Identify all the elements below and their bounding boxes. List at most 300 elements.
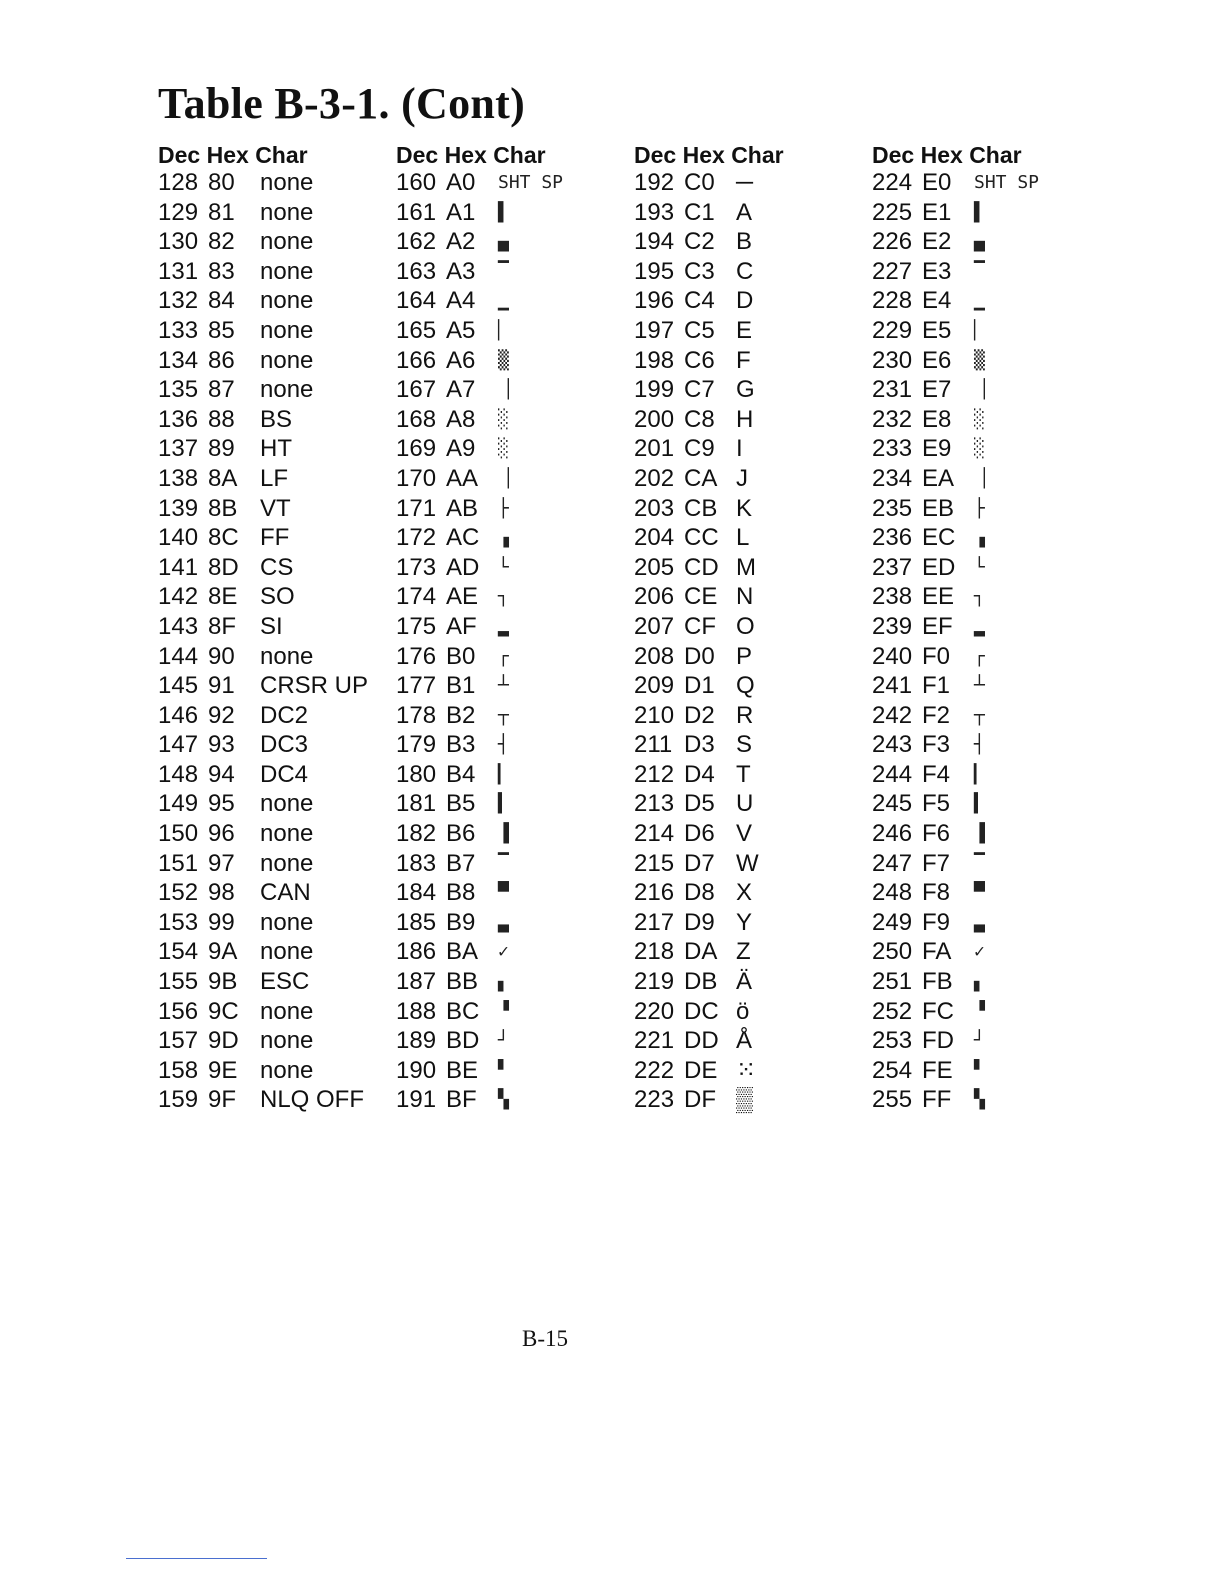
char-value: B: [736, 228, 753, 256]
table-row: [396, 1085, 616, 1115]
hex-value: 80: [208, 169, 235, 196]
hex-value: 9E: [208, 1056, 238, 1084]
table-row: [396, 405, 616, 435]
hex-value: 97: [208, 849, 235, 877]
dec-value: 140: [158, 524, 199, 552]
char-value: ┌: [974, 645, 985, 667]
hex-value: DE: [684, 1056, 718, 1084]
hex-value: AC: [446, 524, 480, 552]
table-row: [872, 642, 1092, 672]
char-value: ▌: [974, 201, 985, 223]
dec-value: 159: [158, 1086, 199, 1114]
char-value: none: [260, 228, 314, 256]
hex-value: F7: [922, 849, 951, 877]
dec-value: 138: [158, 464, 199, 492]
hex-value: D6: [684, 820, 715, 848]
char-value: ┐: [974, 586, 985, 608]
table-row: [158, 760, 378, 790]
char-value: SI: [260, 612, 283, 640]
char-value: S: [736, 731, 753, 759]
char-value: none: [260, 198, 314, 226]
header-char: Char: [731, 142, 784, 168]
char-value: ▚: [498, 1089, 509, 1111]
table-row: [158, 198, 378, 228]
table-row: [158, 1026, 378, 1056]
char-value: BS: [260, 405, 293, 433]
char-value: ▒: [736, 1086, 754, 1114]
dec-value: 245: [872, 790, 913, 818]
char-value: ▂: [498, 615, 509, 637]
header-dec: Dec: [634, 142, 677, 168]
table-row: [158, 227, 378, 257]
hex-value: DB: [684, 968, 718, 996]
header-dec: Dec: [872, 142, 915, 168]
header-char: Char: [969, 142, 1022, 168]
dec-value: 144: [158, 642, 199, 670]
char-value: O: [736, 612, 755, 640]
table-row: [158, 316, 378, 346]
dec-value: 183: [396, 849, 437, 877]
char-value: ESC: [260, 968, 310, 996]
hex-value: AB: [446, 494, 479, 522]
char-value: ▗: [974, 527, 985, 549]
dec-value: 148: [158, 760, 199, 788]
dec-value: 188: [396, 997, 437, 1025]
dec-value: 134: [158, 346, 199, 374]
hex-value: 9D: [208, 1027, 239, 1055]
table-row: [872, 997, 1092, 1027]
table-row: [872, 227, 1092, 257]
dec-value: 151: [158, 849, 199, 877]
hex-value: DF: [684, 1086, 716, 1114]
table-row: [396, 316, 616, 346]
char-value: L: [736, 524, 750, 552]
char-value: W: [736, 849, 759, 877]
table-row: [634, 405, 854, 435]
table-row: [396, 967, 616, 997]
hex-value: A5: [446, 316, 476, 344]
table-row: [872, 346, 1092, 376]
table-row: [396, 1026, 616, 1056]
hex-value: CA: [684, 464, 718, 492]
hex-value: C0: [684, 169, 715, 196]
hex-value: E2: [922, 228, 952, 256]
hex-value: DA: [684, 938, 718, 966]
hex-value: C5: [684, 316, 715, 344]
char-value: G: [736, 376, 755, 404]
hex-value: E5: [922, 316, 952, 344]
char-value: none: [260, 642, 314, 670]
hex-value: E8: [922, 405, 952, 433]
dec-value: 190: [396, 1056, 437, 1084]
hex-value: FA: [922, 938, 952, 966]
dec-value: 170: [396, 464, 437, 492]
char-value: VT: [260, 494, 291, 522]
dec-value: 177: [396, 672, 437, 700]
dec-value: 130: [158, 228, 199, 256]
char-value: X: [736, 879, 753, 907]
dec-value: 222: [634, 1056, 675, 1084]
char-value: P: [736, 642, 753, 670]
char-value: ▔: [974, 852, 985, 874]
table-row: [634, 198, 854, 228]
char-value: ▃: [974, 911, 985, 933]
char-value: ▔: [974, 260, 985, 282]
table-row: [396, 789, 616, 819]
dec-value: 150: [158, 820, 199, 848]
header-hex: Hex: [444, 142, 487, 168]
hex-value: A0: [446, 169, 476, 196]
hex-value: D5: [684, 790, 715, 818]
char-value: ░: [974, 408, 985, 430]
dec-value: 240: [872, 642, 913, 670]
hex-value: BE: [446, 1056, 479, 1084]
table-row: [872, 967, 1092, 997]
dec-value: 153: [158, 908, 199, 936]
char-value: C: [736, 257, 754, 285]
table-row: [158, 908, 378, 938]
hex-value: A8: [446, 405, 476, 433]
table-row: [158, 346, 378, 376]
dec-value: 204: [634, 524, 675, 552]
hex-value: 93: [208, 731, 235, 759]
table-row: [158, 849, 378, 879]
char-value: HT: [260, 435, 292, 463]
table-row: [872, 168, 1092, 198]
char-value: ▌: [498, 201, 509, 223]
hex-value: DD: [684, 1027, 719, 1055]
table-row: [158, 582, 378, 612]
table-row: [396, 819, 616, 849]
hex-value: A3: [446, 257, 476, 285]
char-value: none: [260, 287, 314, 315]
hex-value: F8: [922, 879, 951, 907]
char-value: H: [736, 405, 754, 433]
table-row: [872, 878, 1092, 908]
dec-value: 193: [634, 198, 675, 226]
hex-value: FC: [922, 997, 954, 1025]
hex-value: AA: [446, 464, 479, 492]
hex-value: 9B: [208, 968, 238, 996]
table-row: [396, 434, 616, 464]
char-value: Q: [736, 672, 755, 700]
char-value: ├: [974, 497, 985, 519]
dec-value: 129: [158, 198, 199, 226]
char-value: none: [260, 1056, 314, 1084]
dec-value: 178: [396, 701, 437, 729]
char-value: ▕: [498, 379, 509, 401]
char-value: ▕: [974, 379, 985, 401]
table-row: [634, 375, 854, 405]
hex-value: ED: [922, 553, 956, 581]
char-value: ⁙: [736, 1056, 757, 1084]
table-row: [158, 878, 378, 908]
table-row: [158, 730, 378, 760]
hex-value: AD: [446, 553, 480, 581]
hex-value: 8F: [208, 612, 237, 640]
header-dec: Dec: [396, 142, 439, 168]
hex-value: 96: [208, 820, 235, 848]
dec-value: 252: [872, 997, 913, 1025]
hex-value: 87: [208, 376, 235, 404]
dec-value: 161: [396, 198, 437, 226]
hex-value: EC: [922, 524, 956, 552]
dec-value: 197: [634, 316, 675, 344]
table-row: [634, 819, 854, 849]
dec-value: 185: [396, 908, 437, 936]
hex-value: F0: [922, 642, 951, 670]
char-value: ▝: [974, 1000, 985, 1022]
table-row: [396, 701, 616, 731]
char-value: ▖: [974, 971, 985, 993]
table-row: [158, 375, 378, 405]
table-row: [158, 642, 378, 672]
hex-value: D9: [684, 908, 715, 936]
char-value: ┤: [974, 734, 985, 756]
dec-value: 233: [872, 435, 913, 463]
char-value: ┐: [498, 586, 509, 608]
table-row: [396, 671, 616, 701]
table-row: [634, 967, 854, 997]
dec-value: 196: [634, 287, 675, 315]
table-row: [158, 612, 378, 642]
char-value: ▎: [974, 763, 985, 785]
dec-value: 223: [634, 1086, 675, 1114]
char-value: ┬: [498, 704, 509, 726]
char-value: F: [736, 346, 751, 374]
table-column-1: [158, 142, 378, 1115]
dec-value: 213: [634, 790, 675, 818]
hex-value: C6: [684, 346, 715, 374]
dec-value: 251: [872, 968, 913, 996]
dec-value: 235: [872, 494, 913, 522]
char-value: ▎: [498, 763, 509, 785]
table-row: [872, 908, 1092, 938]
table-row: [396, 227, 616, 257]
dec-value: 131: [158, 257, 199, 285]
hex-value: E6: [922, 346, 952, 374]
char-value: FF: [260, 524, 290, 552]
char-value: ▔: [498, 260, 509, 282]
hex-value: 86: [208, 346, 235, 374]
table-row: [634, 908, 854, 938]
char-value: none: [260, 376, 314, 404]
header-char: Char: [255, 142, 308, 168]
dec-value: 201: [634, 435, 675, 463]
hex-value: C1: [684, 198, 715, 226]
hex-value: 8C: [208, 524, 239, 552]
char-value: └: [498, 556, 509, 578]
dec-value: 168: [396, 405, 437, 433]
table-row: [396, 612, 616, 642]
page-number: B-15: [522, 1326, 568, 1351]
char-value: none: [260, 790, 314, 818]
hex-value: D1: [684, 672, 715, 700]
dec-value: 227: [872, 257, 913, 285]
table-row: [634, 434, 854, 464]
dec-value: 149: [158, 790, 199, 818]
hex-value: B2: [446, 701, 476, 729]
hex-value: A6: [446, 346, 476, 374]
dec-value: 169: [396, 435, 437, 463]
char-value: D: [736, 287, 754, 315]
hex-value: D7: [684, 849, 715, 877]
hex-value: 90: [208, 642, 235, 670]
table-row: [158, 671, 378, 701]
char-value: ▝: [498, 1000, 509, 1022]
dec-value: 218: [634, 938, 675, 966]
table-row: [634, 582, 854, 612]
dec-value: 145: [158, 672, 199, 700]
table-row: [158, 286, 378, 316]
hex-value: B4: [446, 760, 476, 788]
dec-value: 136: [158, 405, 199, 433]
column-header: [396, 142, 616, 168]
hex-value: 8D: [208, 553, 239, 581]
dec-value: 246: [872, 820, 913, 848]
hex-value: FB: [922, 968, 953, 996]
dec-value: 199: [634, 376, 675, 404]
hex-value: 92: [208, 701, 235, 729]
table-row: [872, 286, 1092, 316]
dec-value: 231: [872, 376, 913, 404]
char-value: ▘: [498, 1059, 509, 1081]
table-row: [396, 464, 616, 494]
table-row: [634, 1026, 854, 1056]
hex-value: 84: [208, 287, 235, 315]
char-value: none: [260, 1027, 314, 1055]
dec-value: 205: [634, 553, 675, 581]
table-row: [634, 494, 854, 524]
dec-value: 253: [872, 1027, 913, 1055]
char-value: ▕: [498, 467, 509, 489]
dec-value: 212: [634, 760, 675, 788]
table-row: [634, 257, 854, 287]
char-value: U: [736, 790, 754, 818]
hex-value: 85: [208, 316, 235, 344]
table-row: [634, 671, 854, 701]
dec-value: 221: [634, 1027, 675, 1055]
char-value: ▃: [498, 911, 509, 933]
hex-value: 83: [208, 257, 235, 285]
hex-value: B7: [446, 849, 476, 877]
hex-value: C7: [684, 376, 715, 404]
hex-value: E1: [922, 198, 952, 226]
char-value: ▒: [974, 349, 985, 371]
hex-value: E4: [922, 287, 952, 315]
table-row: [634, 346, 854, 376]
dec-value: 255: [872, 1086, 913, 1114]
dec-value: 160: [396, 169, 437, 196]
hex-value: CC: [684, 524, 719, 552]
dec-value: 146: [158, 701, 199, 729]
hex-value: 8E: [208, 583, 238, 611]
char-value: none: [260, 820, 314, 848]
table-row: [634, 701, 854, 731]
char-value: CRSR UP: [260, 672, 369, 700]
dec-value: 247: [872, 849, 913, 877]
dec-value: 156: [158, 997, 199, 1025]
hex-value: CE: [684, 583, 718, 611]
char-value: ▁: [974, 290, 985, 312]
hex-value: 9C: [208, 997, 239, 1025]
char-value: ░: [974, 438, 985, 460]
dec-value: 142: [158, 583, 199, 611]
char-value: Ä: [736, 968, 753, 996]
table-column-3: [634, 142, 854, 1115]
dec-value: 239: [872, 612, 913, 640]
hex-value: FF: [922, 1086, 952, 1114]
dec-value: 175: [396, 612, 437, 640]
table-row: [872, 257, 1092, 287]
hex-value: E9: [922, 435, 952, 463]
table-row: [396, 286, 616, 316]
table-row: [634, 730, 854, 760]
hex-value: BD: [446, 1027, 480, 1055]
char-value: none: [260, 346, 314, 374]
hex-value: 88: [208, 405, 235, 433]
table-row: [634, 227, 854, 257]
char-value: Z: [736, 938, 751, 966]
table-row: [872, 316, 1092, 346]
dec-value: 173: [396, 553, 437, 581]
hex-value: C8: [684, 405, 715, 433]
char-value: ▚: [974, 1089, 985, 1111]
dec-value: 154: [158, 938, 199, 966]
table-row: [634, 523, 854, 553]
header-dec: Dec: [158, 142, 201, 168]
char-value: DC4: [260, 760, 309, 788]
table-row: [634, 286, 854, 316]
dec-value: 249: [872, 908, 913, 936]
hex-value: AE: [446, 583, 479, 611]
table-row: [872, 405, 1092, 435]
header-hex: Hex: [920, 142, 963, 168]
char-value: ✓: [974, 941, 985, 963]
table-row: [872, 582, 1092, 612]
column-header: [872, 142, 1092, 168]
table-row: [872, 1026, 1092, 1056]
hex-value: 9F: [208, 1086, 237, 1114]
hex-value: B1: [446, 672, 476, 700]
table-row: [396, 849, 616, 879]
table-row: [158, 701, 378, 731]
char-value: DC2: [260, 701, 309, 729]
table-row: [634, 316, 854, 346]
char-value: none: [260, 316, 314, 344]
char-value: ┴: [974, 675, 985, 697]
hex-value: D2: [684, 701, 715, 729]
table-row: [396, 375, 616, 405]
table-row: [872, 819, 1092, 849]
hex-value: EF: [922, 612, 953, 640]
hex-value: AF: [446, 612, 477, 640]
table-row: [634, 760, 854, 790]
hex-value: C4: [684, 287, 715, 315]
table-row: [396, 760, 616, 790]
dec-value: 214: [634, 820, 675, 848]
hex-value: A1: [446, 198, 476, 226]
char-value: DC3: [260, 731, 309, 759]
hex-value: B0: [446, 642, 476, 670]
table-row: [872, 760, 1092, 790]
dec-value: 171: [396, 494, 437, 522]
char-value: ┘: [498, 1030, 509, 1052]
char-value: ├: [498, 497, 509, 519]
table-row: [634, 1085, 854, 1115]
dec-value: 211: [634, 731, 673, 759]
table-row: [158, 464, 378, 494]
